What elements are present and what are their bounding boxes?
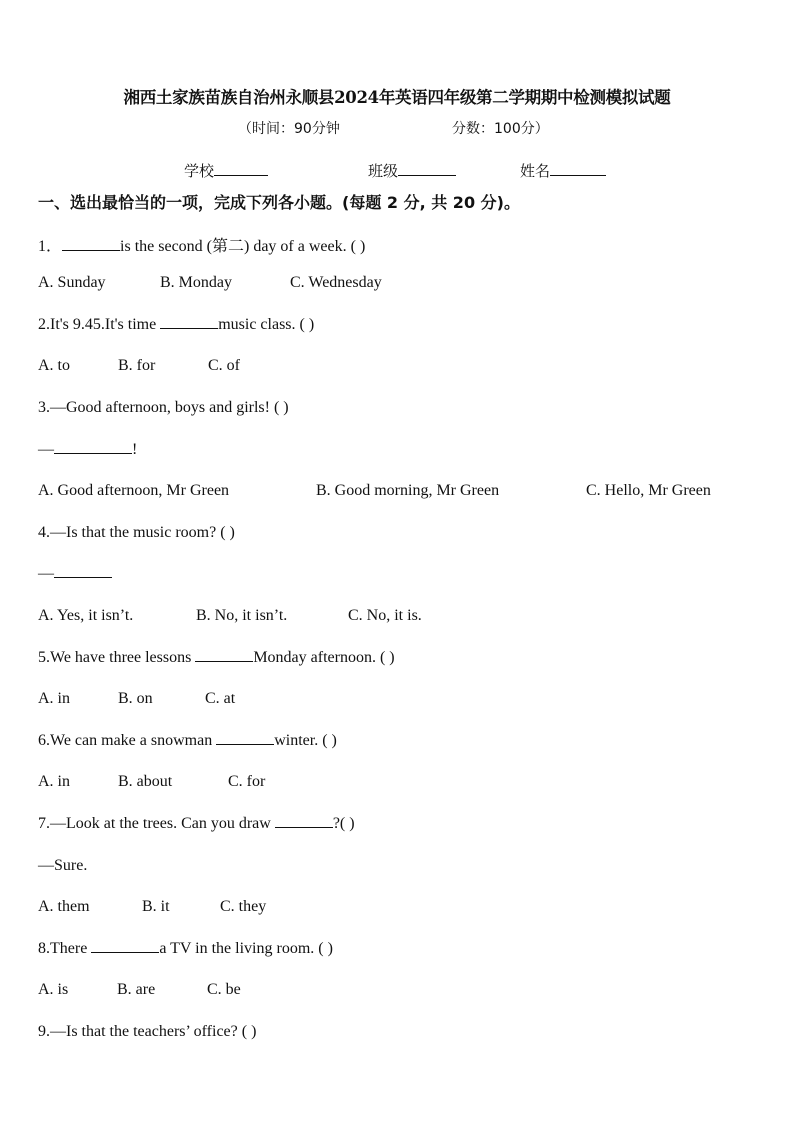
- class-label: 班级: [368, 162, 399, 180]
- question-3: 3.—Good afternoon, boys and girls! ( ): [38, 399, 289, 416]
- class-field: [368, 160, 456, 181]
- option-a[interactable]: A. to: [38, 357, 70, 374]
- school-field: [184, 160, 268, 181]
- answer-blank[interactable]: [160, 316, 218, 329]
- option-b[interactable]: B. No, it isn’t.: [196, 607, 288, 624]
- option-b[interactable]: B. Monday: [160, 274, 232, 291]
- score-info: 分数：100分）: [452, 121, 549, 137]
- option-a[interactable]: A. in: [38, 773, 70, 790]
- name-label: 姓名: [520, 162, 551, 180]
- name-blank[interactable]: [550, 161, 606, 176]
- answer-blank[interactable]: [54, 565, 112, 578]
- answer-blank[interactable]: [54, 441, 132, 454]
- name-field: [520, 160, 606, 181]
- option-c[interactable]: C. of: [208, 357, 240, 374]
- option-c[interactable]: C. No, it is.: [348, 607, 422, 624]
- option-c[interactable]: C. be: [207, 981, 241, 998]
- option-b[interactable]: B. on: [118, 690, 153, 707]
- answer-blank[interactable]: [216, 732, 274, 745]
- question-6: 6.We can make a snowman winter. ( ): [38, 732, 337, 749]
- answer-blank[interactable]: [275, 815, 333, 828]
- question-4-reply: —: [38, 565, 112, 583]
- option-a[interactable]: A. Good afternoon, Mr Green: [38, 482, 230, 499]
- option-b[interactable]: B. it: [142, 898, 170, 915]
- option-c[interactable]: C. for: [228, 773, 266, 790]
- option-a[interactable]: A. in: [38, 690, 70, 707]
- question-3-reply: — !: [38, 441, 138, 458]
- question-7-reply: —Sure.: [38, 857, 88, 874]
- option-b[interactable]: B. Good morning, Mr Green: [316, 482, 500, 499]
- question-4: 4.—Is that the music room? ( ): [38, 524, 235, 541]
- option-a[interactable]: A. them: [38, 898, 90, 915]
- option-a[interactable]: A. is: [38, 981, 69, 998]
- option-c[interactable]: C. Wednesday: [290, 274, 382, 291]
- time-info: （时间：90分钟: [238, 121, 340, 137]
- section-heading: 一、选出最恰当的一项，完成下列各小题。(每题 2 分, 共 20 分)。: [38, 193, 520, 212]
- question-2: 2.It's 9.45.It's time music class. ( ): [38, 316, 315, 333]
- option-a[interactable]: A. Sunday: [38, 274, 106, 291]
- option-c[interactable]: C. Hello, Mr Green: [586, 482, 711, 499]
- question-9: 9.—Is that the teachers’ office? ( ): [38, 1023, 257, 1040]
- school-label: 学校: [184, 162, 215, 180]
- question-1: 1． is the second (第二) day of a week. ( ): [38, 238, 366, 255]
- question-7: 7.—Look at the trees. Can you draw ?( ): [38, 815, 355, 832]
- question-5: 5.We have three lessons Monday afternoon. ( ): [38, 649, 395, 666]
- option-c[interactable]: C. at: [205, 690, 236, 707]
- option-b[interactable]: B. are: [117, 981, 156, 998]
- option-b[interactable]: B. about: [118, 773, 173, 790]
- option-c[interactable]: C. they: [220, 898, 267, 915]
- answer-blank[interactable]: [62, 238, 120, 251]
- option-a[interactable]: A. Yes, it isn’t.: [38, 607, 134, 624]
- question-8: 8.There a TV in the living room. ( ): [38, 940, 333, 957]
- answer-blank[interactable]: [195, 649, 253, 662]
- exam-title: 湘西土家族苗族自治州永顺县2024年英语四年级第二学期期中检测模拟试题: [123, 88, 671, 107]
- school-blank[interactable]: [214, 161, 268, 176]
- option-b[interactable]: B. for: [118, 357, 156, 374]
- class-blank[interactable]: [398, 161, 456, 176]
- answer-blank[interactable]: [91, 940, 159, 953]
